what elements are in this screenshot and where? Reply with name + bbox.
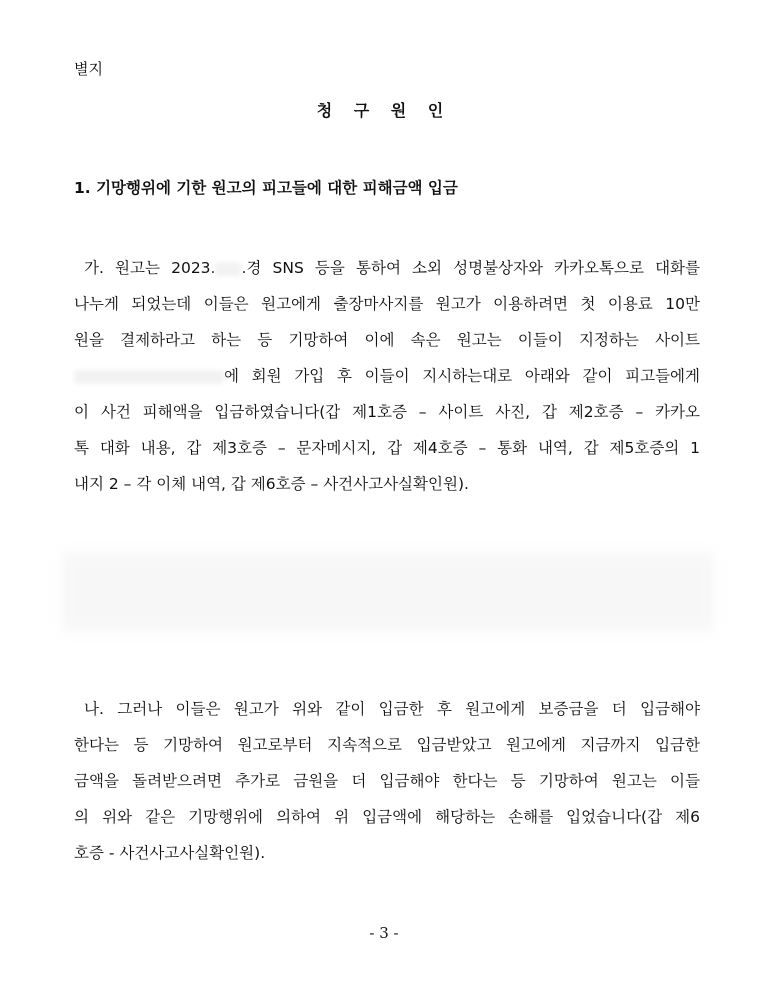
page-number: - 3 -: [369, 924, 399, 942]
paragraph-line: 내지 2 – 각 이체 내역, 갑 제6호증 – 사건사고사실확인원).: [74, 475, 469, 493]
paragraph-na: [74, 698, 700, 878]
document-title: 청 구 원 인: [316, 101, 452, 120]
paragraph-line: 나. 그러나 이들은 원고가 위와 같이 입금한 후 원고에게 보증금을 더 입금해야: [84, 700, 700, 718]
paragraph-ga: [74, 257, 700, 509]
paragraph-line: 나누게 되었는데 이들은 원고에게 출장마사지를 원고가 이용하려면 첫 이용료 10만: [74, 295, 700, 313]
paragraph-line: 의 위와 같은 기망행위에 의하여 위 입금액에 해당하는 손해를 입었습니다(갑 제6: [74, 808, 700, 826]
paragraph-line: 한다는 등 기망하여 원고로부터 지속적으로 입금받았고 원고에게 지금까지 입금한: [74, 736, 700, 754]
paragraph-line: 에 회원 가입 후 이들이 지시하는대로 아래와 같이 피고들에게: [74, 365, 700, 401]
paragraph-line: 가. 원고는 2023. .경 SNS 등을 통하여 소외 성명불상자와 카카오톡으로 대화를: [84, 259, 700, 277]
redacted-date: [215, 262, 241, 276]
paragraph-line: 이 사건 피해액을 입금하였습니다(갑 제1호증 – 사이트 사진, 갑 제2호증 – 카카오: [74, 403, 700, 421]
redacted-site: [74, 370, 224, 384]
annex-label: 별지: [74, 60, 103, 78]
paragraph-line: 원을 결제하라고 하는 등 기망하여 이에 속은 원고는 이들이 지정하는 사이트: [74, 331, 700, 349]
paragraph-line: 호증 - 사건사고사실확인원).: [74, 844, 266, 862]
section-heading: 1. 기망행위에 기한 원고의 피고들에 대한 피해금액 입금: [74, 179, 458, 197]
redacted-block: [62, 553, 714, 631]
paragraph-line: 톡 대화 내용, 갑 제3호증 – 문자메시지, 갑 제4호증 – 통화 내역, 갑 제5호증의 1: [74, 439, 700, 457]
paragraph-line: 금액을 돌려받으려면 추가로 금원을 더 입금해야 한다는 등 기망하여 원고는 이들: [74, 772, 700, 790]
